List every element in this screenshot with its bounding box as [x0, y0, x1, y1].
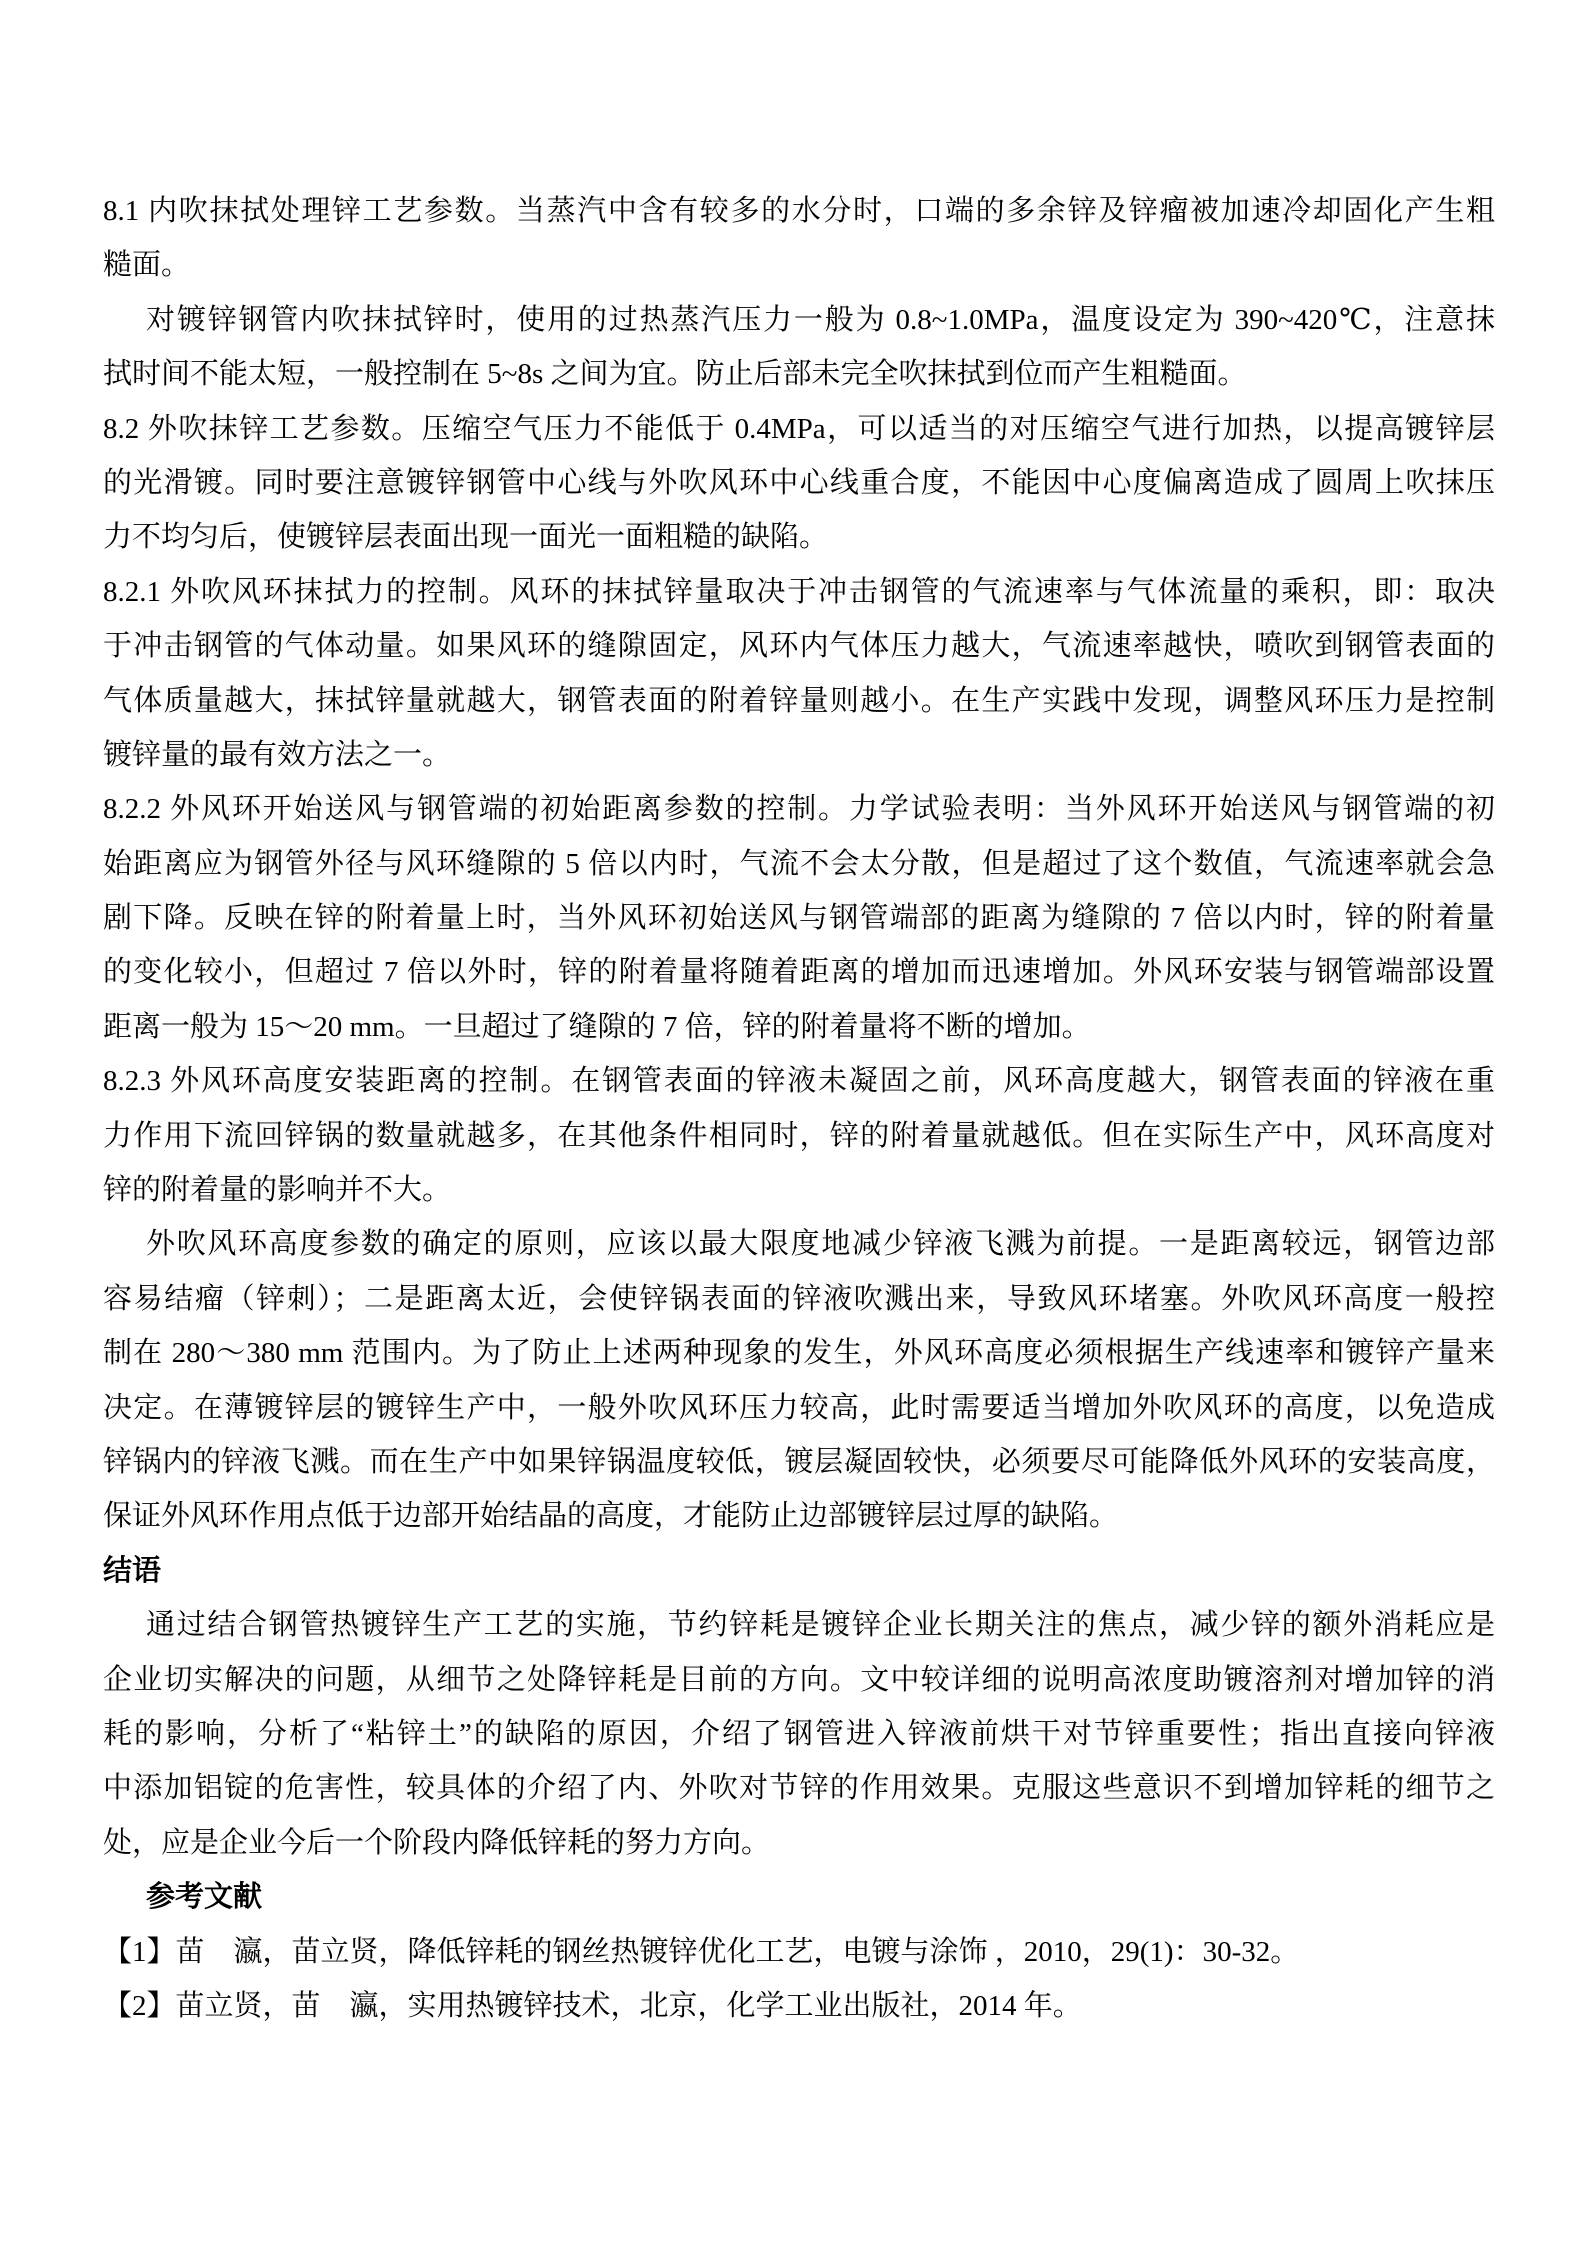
- body-line: 于冲击钢管的气体动量。如果风环的缝隙固定，风环内气体压力越大，气流速率越快，喷吹到钢管表面的: [103, 630, 1495, 663]
- section-8-2-line: 8.2 外吹抹锌工艺参数。压缩空气压力不能低于 0.4MPa，可以适当的对压缩空气进行加热，以提高镀锌层: [103, 412, 1495, 445]
- body-line: 锌的附着量的影响并不大。: [103, 1174, 452, 1207]
- section-8-2-1-line: 8.2.1 外吹风环抹拭力的控制。风环的抹拭锌量取决于冲击钢管的气流速率与气体流量的乘积，即：取决: [103, 575, 1495, 608]
- body-line: 力作用下流回锌锅的数量就越多，在其他条件相同时，锌的附着量就越低。但在实际生产中，风环高度对: [103, 1119, 1495, 1152]
- body-line: 镀锌量的最有效方法之一。: [103, 738, 452, 771]
- document-content: [103, 184, 1495, 2033]
- body-line: 企业切实解决的问题，从细节之处降锌耗是目前的方向。文中较详细的说明高浓度助镀溶剂对增加锌的消: [103, 1663, 1495, 1696]
- body-line: 糙面。: [103, 249, 191, 282]
- body-line: 保证外风环作用点低于边部开始结晶的高度，才能防止边部镀锌层过厚的缺陷。: [103, 1500, 1119, 1533]
- body-line: 始距离应为钢管外径与风环缝隙的 5 倍以内时，气流不会太分散，但是超过了这个数值，气流速率就会急: [103, 847, 1495, 880]
- reference-entry-2: 【2】苗立贤，苗 瀛，实用热镀锌技术，北京，化学工业出版社，2014 年。: [103, 1989, 1082, 2022]
- heading-conclusion: 结语: [103, 1554, 162, 1587]
- section-8-2-3-line: 8.2.3 外风环高度安装距离的控制。在钢管表面的锌液未凝固之前，风环高度越大，钢管表面的锌液在重: [103, 1065, 1495, 1098]
- body-line: 距离一般为 15～20 mm。一旦超过了缝隙的 7 倍，锌的附着量将不断的增加。: [103, 1010, 1091, 1043]
- reference-entry-1: 【1】苗 瀛，苗立贤，降低锌耗的钢丝热镀锌优化工艺，电镀与涂饰 ，2010，29(1)：30-32。: [103, 1935, 1300, 1968]
- body-line: 气体质量越大，抹拭锌量就越大，钢管表面的附着锌量则越小。在生产实践中发现，调整风环压力是控制: [103, 684, 1495, 717]
- body-line: 对镀锌钢管内吹抹拭锌时，使用的过热蒸汽压力一般为 0.8~1.0MPa，温度设定为 390~420℃，注意抹: [146, 303, 1495, 336]
- heading-references: 参考文献: [146, 1881, 263, 1914]
- body-line: 的变化较小，但超过 7 倍以外时，锌的附着量将随着距离的增加而迅速增加。外风环安装与钢管端部设置: [103, 956, 1495, 989]
- body-line: 力不均匀后，使镀锌层表面出现一面光一面粗糙的缺陷。: [103, 521, 829, 554]
- section-8-2-2-line: 8.2.2 外风环开始送风与钢管端的初始距离参数的控制。力学试验表明：当外风环开始送风与钢管端的初: [103, 793, 1495, 826]
- body-line: 外吹风环高度参数的确定的原则，应该以最大限度地减少锌液飞溅为前提。一是距离较远，钢管边部: [146, 1228, 1495, 1261]
- body-line: 拭时间不能太短，一般控制在 5~8s 之间为宜。防止后部未完全吹抹拭到位而产生粗糙面。: [103, 358, 1247, 391]
- body-line: 处，应是企业今后一个阶段内降低锌耗的努力方向。: [103, 1826, 771, 1859]
- body-line: 制在 280～380 mm 范围内。为了防止上述两种现象的发生，外风环高度必须根据生产线速率和镀锌产量来: [103, 1337, 1495, 1370]
- section-8-1-line: 8.1 内吹抹拭处理锌工艺参数。当蒸汽中含有较多的水分时，口端的多余锌及锌瘤被加速冷却固化产生粗: [103, 195, 1495, 227]
- body-line: 容易结瘤（锌刺）；二是距离太近，会使锌锅表面的锌液吹溅出来，导致风环堵塞。外吹风环高度一般控: [103, 1282, 1495, 1315]
- body-line: 耗的影响，分析了“粘锌土”的缺陷的原因，介绍了钢管进入锌液前烘干对节锌重要性；指出直接向锌液: [103, 1717, 1495, 1750]
- body-line: 通过结合钢管热镀锌生产工艺的实施，节约锌耗是镀锌企业长期关注的焦点，减少锌的额外消耗应是: [146, 1609, 1495, 1642]
- body-line: 的光滑镀。同时要注意镀锌钢管中心线与外吹风环中心线重合度，不能因中心度偏离造成了圆周上吹抹压: [103, 466, 1495, 499]
- body-line: 剧下降。反映在锌的附着量上时，当外风环初始送风与钢管端部的距离为缝隙的 7 倍以内时，锌的附着量: [103, 902, 1495, 935]
- body-line: 决定。在薄镀锌层的镀锌生产中，一般外吹风环压力较高，此时需要适当增加外吹风环的高度，以免造成: [103, 1391, 1495, 1424]
- body-line: 锌锅内的锌液飞溅。而在生产中如果锌锅温度较低，镀层凝固较快，必须要尽可能降低外风环的安装高度，: [103, 1445, 1495, 1478]
- body-line: 中添加铝锭的危害性，较具体的介绍了内、外吹对节锌的作用效果。克服这些意识不到增加锌耗的细节之: [103, 1772, 1495, 1805]
